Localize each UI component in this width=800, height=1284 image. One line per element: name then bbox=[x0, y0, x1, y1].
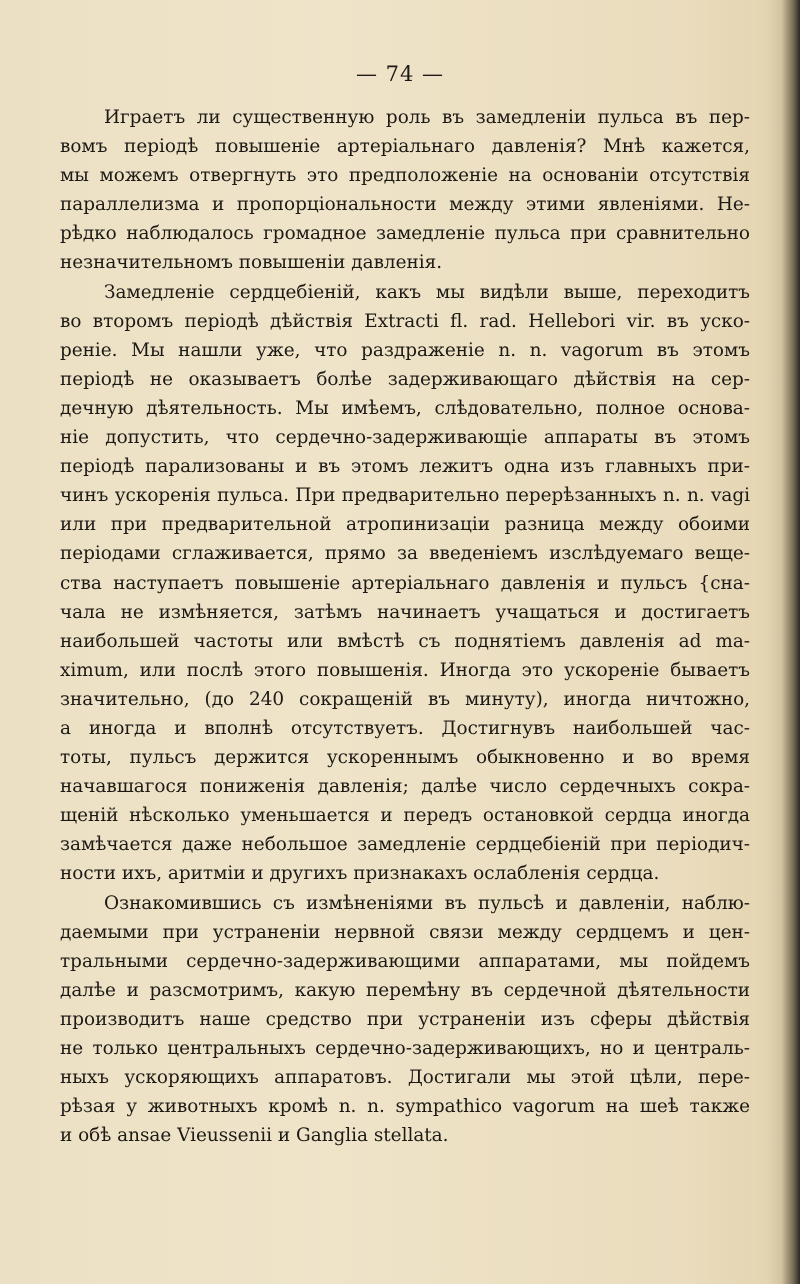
text-line: тоты, пульсъ держится ускореннымъ обыкновенно и во время bbox=[60, 747, 750, 769]
text-line: ximum, или послѣ этого повышенія. Иногда это ускореніе бываетъ bbox=[60, 659, 750, 681]
text-line: рѣдко наблюдалось громадное замедленіе пульса при сравнительно bbox=[60, 223, 750, 245]
text-line: реніе. Мы нашли уже, что раздраженіе n. n. vagorum въ этомъ bbox=[60, 339, 750, 361]
text-line: вомъ періодѣ повышеніе артеріальнаго давленія? Мнѣ кажется, bbox=[60, 136, 750, 158]
text-line: а иногда и вполнѣ отсутствуетъ. Достигнувъ наибольшей час- bbox=[60, 717, 750, 739]
text-line: періодѣ парализованы и въ этомъ лежитъ одна изъ главныхъ при- bbox=[60, 456, 750, 478]
text-line: далѣе и разсмотримъ, какую перемѣну въ сердечной дѣятельности bbox=[60, 979, 750, 1001]
text-line: параллелизма и пропорціональности между этими явленіями. Не- bbox=[60, 194, 750, 216]
text-line: чинъ ускоренія пульса. При предварительно перерѣзанныхъ n. n. vagi bbox=[60, 485, 750, 507]
text-line: ности ихъ, аритміи и другихъ признакахъ ослабленія сердца. bbox=[60, 863, 660, 885]
text-line: и обѣ ansae Vieussenii и Ganglia stellata. bbox=[60, 1125, 449, 1147]
text-line: Ознакомившись съ измѣненіями въ пульсѣ и давленіи, наблю- bbox=[104, 892, 750, 914]
text-line: даемыми при устраненіи нервной связи между сердцемъ и цен- bbox=[60, 921, 750, 943]
text-line: значительно, (до 240 сокращеній въ минуту), иногда ничтожно, bbox=[60, 688, 750, 710]
text-line: не только центральныхъ сердечно-задерживающихъ, но и централь- bbox=[60, 1038, 750, 1059]
text-line: періодѣ не оказываетъ болѣе задерживающаго дѣйствія на сер- bbox=[60, 368, 750, 390]
text-line: незначительномъ повышеніи давленія. bbox=[60, 252, 443, 274]
text-line: тральными сердечно-задерживающими аппаратами, мы пойдемъ bbox=[60, 950, 750, 972]
text-line: ныхъ ускоряющихъ аппаратовъ. Достигали мы этой цѣли, пере- bbox=[60, 1067, 750, 1089]
text-line: мы можемъ отвергнуть это предположеніе на основаніи отсутствія bbox=[60, 165, 750, 187]
text-line: замѣчается даже небольшое замедленіе сердцебіеній при періодич- bbox=[60, 834, 750, 856]
page-edge-shadow bbox=[766, 0, 800, 1284]
text-line: наибольшей частоты или вмѣстѣ съ поднятіемъ давленія ad ma- bbox=[60, 630, 750, 652]
text-line: ніе допустить, что сердечно-задерживающіе аппараты въ этомъ bbox=[60, 427, 750, 449]
text-line: щеній нѣсколько уменьшается и передъ остановкой сердца иногда bbox=[60, 805, 750, 827]
text-line: или при предварительной атропинизаціи разница между обоими bbox=[60, 514, 750, 536]
text-line: періодами сглаживается, прямо за введеніемъ изслѣдуемаго веще- bbox=[60, 543, 750, 565]
text-line: производитъ наше средство при устраненіи изъ сферы дѣйствія bbox=[60, 1008, 750, 1030]
text-line: во второмъ періодѣ дѣйствія Extracti fl. rad. Hellebori vir. въ уско- bbox=[60, 310, 750, 332]
page-number: — 74 — bbox=[355, 62, 445, 86]
text-line: Замедленіе сердцебіеній, какъ мы видѣли выше, переходитъ bbox=[104, 281, 750, 303]
text-line: рѣзая у животныхъ кромѣ n. n. sympathico vagorum на шеѣ также bbox=[60, 1096, 750, 1118]
text-line: Играетъ ли существенную роль въ замедленіи пульса въ пер- bbox=[104, 107, 750, 128]
text-line: ства наступаетъ повышеніе артеріальнаго давленія и пульсъ {сна- bbox=[60, 572, 750, 594]
text-line: дечную дѣятельность. Мы имѣемъ, слѣдовательно, полное основа- bbox=[60, 397, 750, 419]
text-line: начавшагося пониженія давленія; далѣе число сердечныхъ сокра- bbox=[60, 776, 750, 798]
text-line: чала не измѣняется, затѣмъ начинаетъ учащаться и достигаетъ bbox=[60, 601, 750, 623]
body-text bbox=[60, 103, 750, 1150]
